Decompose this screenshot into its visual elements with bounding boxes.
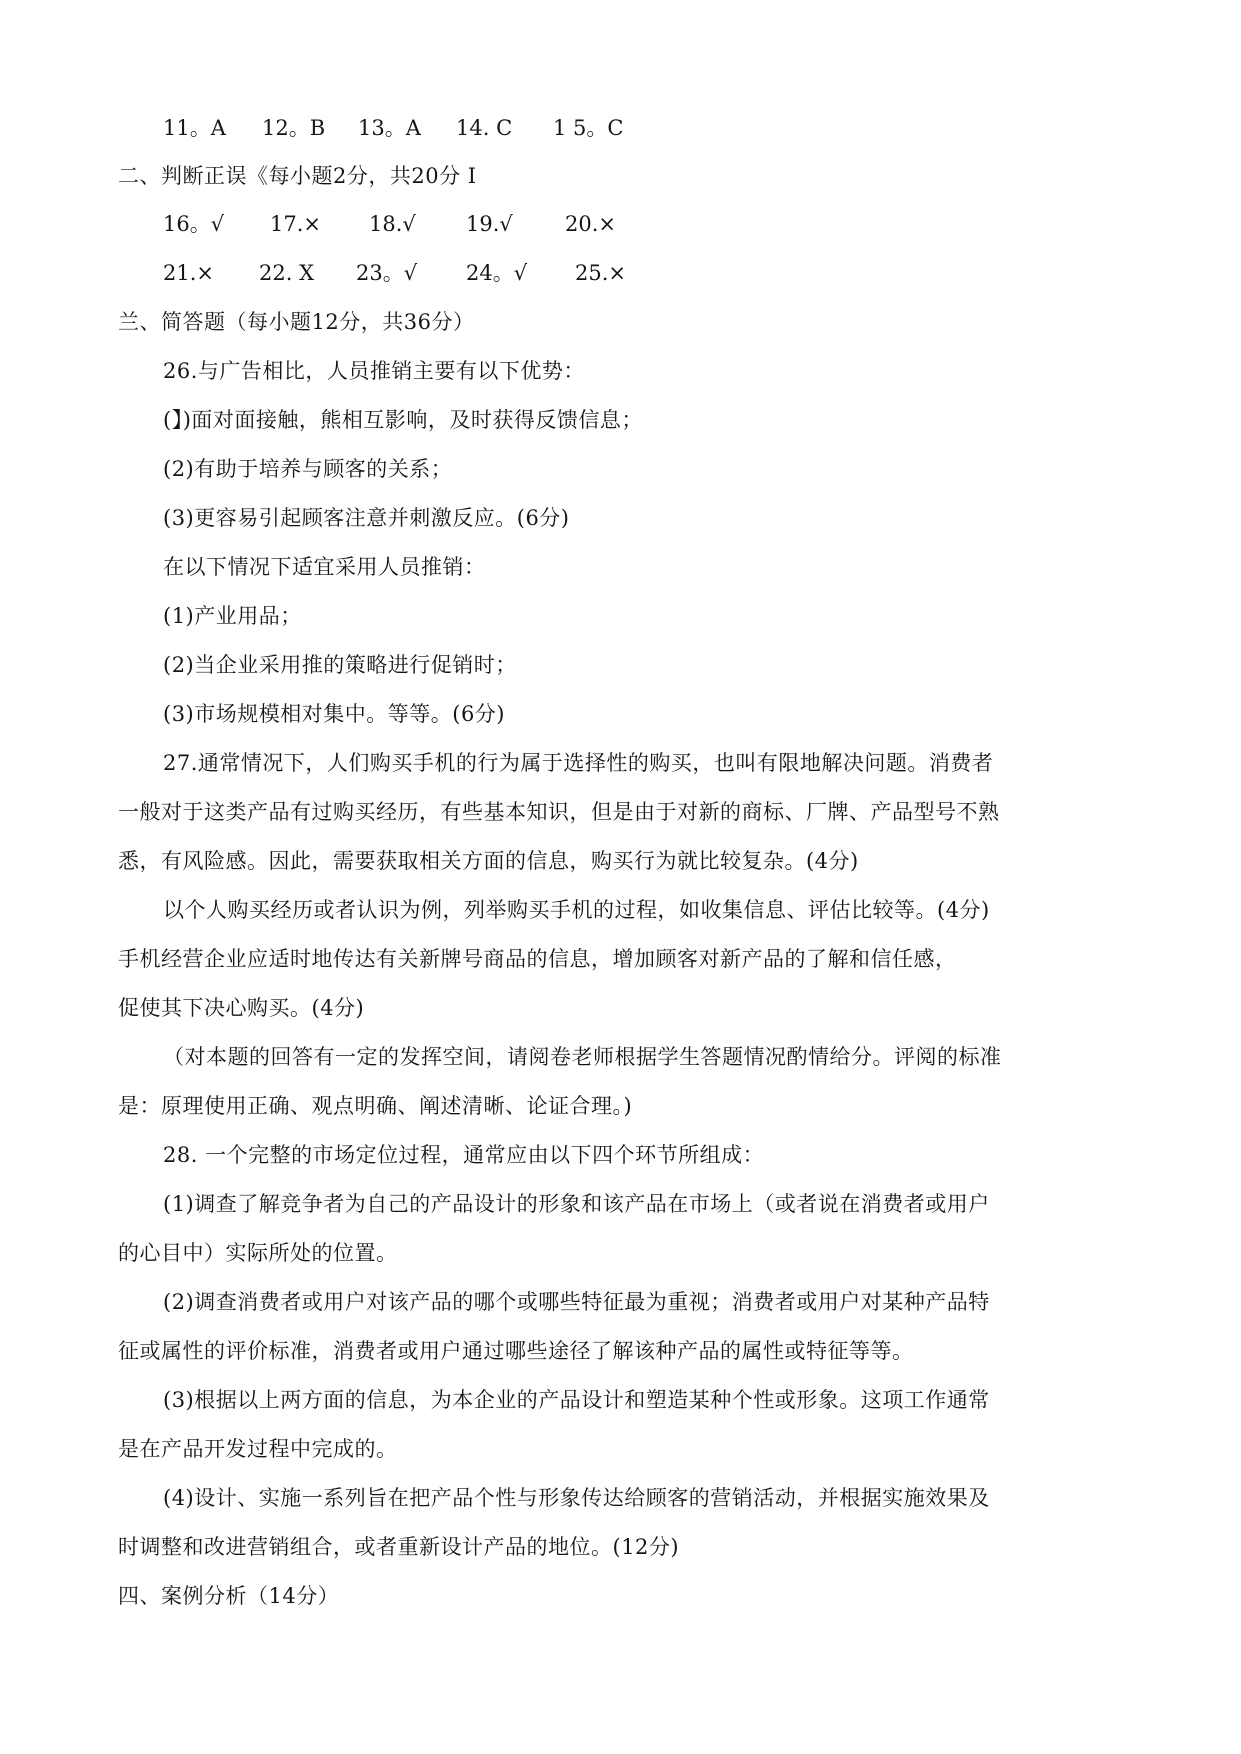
q28-line-6: (3)根据以上两方面的信息，为本企业的产品设计和塑造某种个性或形象。这项工作通常 <box>163 1388 990 1412</box>
q27-line-3: 悉，有风险感。因此，需要获取相关方面的信息，购买行为就比较复杂。(4分) <box>118 849 859 873</box>
section-2-heading: 二、判断正误《每小题2分，共20分 I <box>118 164 477 188</box>
section-3-heading: 兰、简答题（每小题12分，共36分） <box>118 310 475 334</box>
answer-17: 17.× <box>270 212 321 236</box>
q28-line-7: 是在产品开发过程中完成的。 <box>118 1437 398 1461</box>
q27-note-2: 是：原理使用正确、观点明确、阐述清晰、论证合理。) <box>118 1094 633 1118</box>
answer-12: 12。B <box>262 116 326 140</box>
q26-item-1: (】)面对面接触，熊相互影响，及时获得反馈信息； <box>163 408 643 432</box>
q28-intro: 28. 一个完整的市场定位过程，通常应由以下四个环节所组成： <box>163 1143 765 1167</box>
q27-line-6: 促使其下决心购买。(4分) <box>118 996 365 1020</box>
answer-18: 18.√ <box>369 212 416 236</box>
q26-item2-1: (1)产业用品； <box>163 604 302 628</box>
answer-20: 20.× <box>565 212 616 236</box>
q26-item-3: (3)更容易引起顾客注意并刺激反应。(6分) <box>163 506 570 530</box>
answer-21: 21.× <box>163 261 214 285</box>
answer-14: 14. C <box>456 116 513 140</box>
q27-line-4: 以个人购买经历或者认识为例，列举购买手机的过程，如收集信息、评估比较等。(4分) <box>163 898 990 922</box>
q27-note-1: （对本题的回答有一定的发挥空间，请阅卷老师根据学生答题情况酌情给分。评阅的标准 <box>163 1045 1002 1069</box>
q26-item2-2: (2)当企业采用推的策略进行促销时； <box>163 653 517 677</box>
answer-11: 11。A <box>163 116 226 140</box>
q26-intro: 26.与广告相比，人员推销主要有以下优势： <box>163 359 585 383</box>
answer-24: 24。√ <box>466 261 528 285</box>
q28-line-2: (1)调查了解竞争者为自己的产品设计的形象和该产品在市场上（或者说在消费者或用户 <box>163 1192 990 1216</box>
answer-25: 25.× <box>575 261 626 285</box>
q28-line-8: (4)设计、实施一系列旨在把产品个性与形象传达给顾客的营销活动，并根据实施效果及 <box>163 1486 990 1510</box>
answer-16: 16。√ <box>163 212 225 236</box>
q27-line-5: 手机经营企业应适时地传达有关新牌号商品的信息，增加顾客对新产品的了解和信任感， <box>118 947 957 971</box>
q27-line-2: 一般对于这类产品有过购买经历，有些基本知识，但是由于对新的商标、厂牌、产品型号不熟 <box>118 800 1000 824</box>
q28-line-9: 时调整和改进营销组合，或者重新设计产品的地位。(12分) <box>118 1535 680 1559</box>
q26-intro-2: 在以下情况下适宜采用人员推销： <box>163 555 486 579</box>
q28-line-5: 征或属性的评价标准，消费者或用户通过哪些途径了解该种产品的属性或特征等等。 <box>118 1339 914 1363</box>
q26-item-2: (2)有助于培养与顾客的关系； <box>163 457 453 481</box>
section-4-heading: 四、案例分析（14分） <box>118 1584 340 1608</box>
q26-item2-3: (3)市场规模相对集中。等等。(6分) <box>163 702 505 726</box>
answer-22: 22. X <box>259 261 315 285</box>
answer-23: 23。√ <box>356 261 418 285</box>
answer-15: 1 5。C <box>553 116 624 140</box>
q27-line-1: 27.通常情况下，人们购买手机的行为属于选择性的购买，也叫有限地解决问题。消费者 <box>163 751 994 775</box>
q28-line-3: 的心目中）实际所处的位置。 <box>118 1241 398 1265</box>
answer-19: 19.√ <box>466 212 513 236</box>
q28-line-4: (2)调查消费者或用户对该产品的哪个或哪些特征最为重视；消费者或用户对某种产品特 <box>163 1290 990 1314</box>
answer-13: 13。A <box>358 116 421 140</box>
